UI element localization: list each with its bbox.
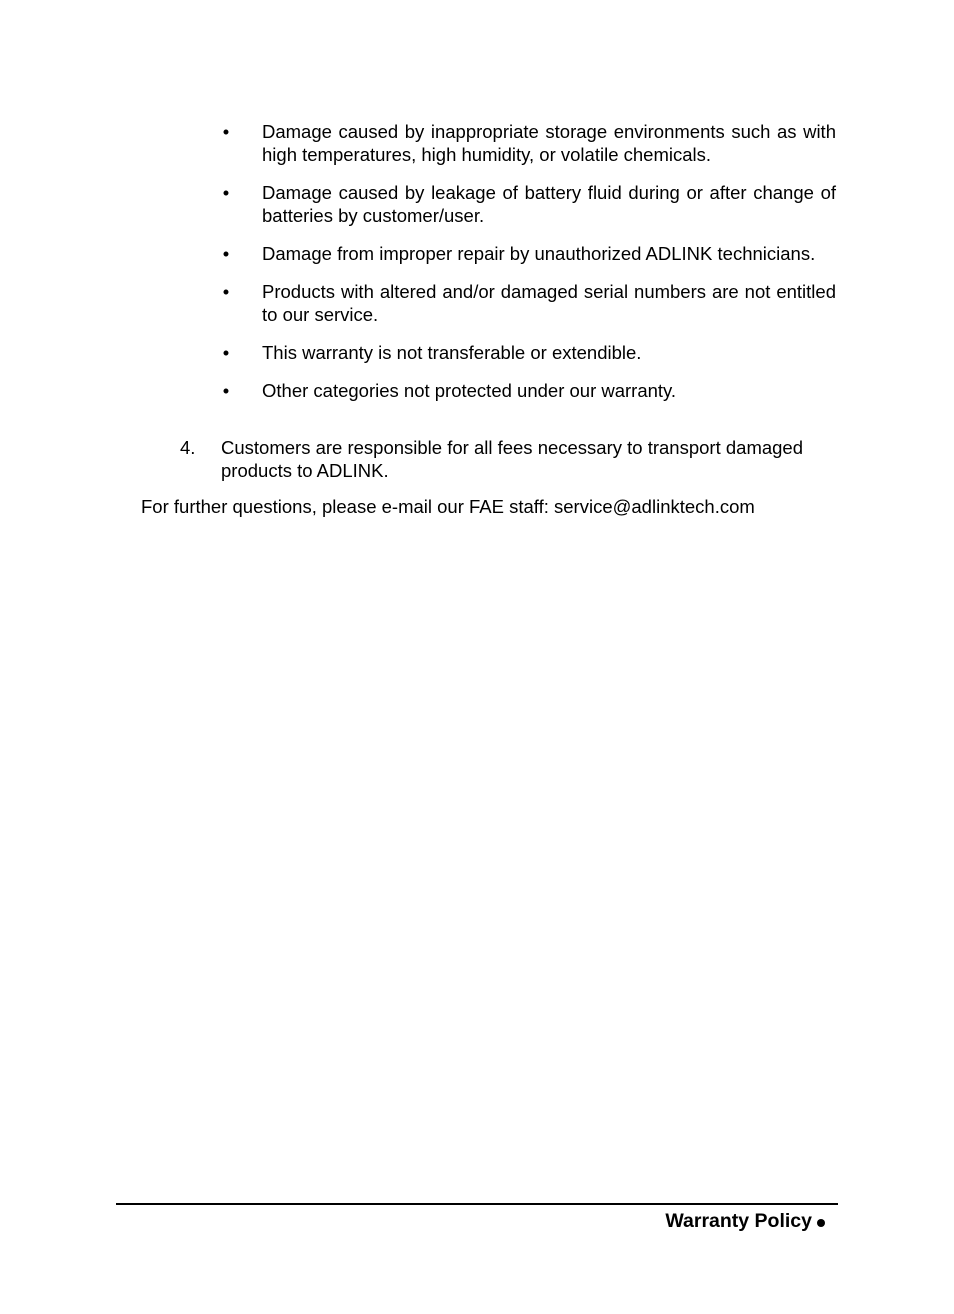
- bullet-item: [218, 341, 836, 364]
- bullet-text: Damage from improper repair by unauthorized ADLINK technicians.: [262, 243, 816, 264]
- bullet-item: [218, 181, 836, 227]
- bullet-item: [218, 280, 836, 326]
- bullet-text: Products with altered and/or damaged serial numbers are not entitled to our service.: [262, 281, 836, 325]
- bullet-icon: •: [222, 243, 230, 264]
- bullet-item: [218, 379, 836, 402]
- bullet-icon: •: [222, 121, 230, 142]
- bullet-text: Other categories not protected under our warranty.: [262, 380, 677, 401]
- exclusion-bullet-list: [218, 120, 836, 402]
- numbered-list-item: [180, 436, 836, 482]
- contact-paragraph: For further questions, please e-mail our FAE staff: service@adlinktech.com: [141, 496, 755, 517]
- footer-divider: [116, 1203, 838, 1205]
- numbered-item-text: Customers are responsible for all fees necessary to transport damaged products to ADLINK.: [221, 437, 804, 481]
- bullet-text: This warranty is not transferable or extendible.: [262, 342, 642, 363]
- bullet-icon: •: [222, 380, 230, 401]
- footer-title: Warranty Policy: [665, 1210, 812, 1232]
- bullet-icon: •: [222, 182, 230, 203]
- bullet-item: [218, 242, 836, 265]
- bullet-icon: •: [222, 281, 230, 302]
- list-number: 4.: [180, 437, 196, 458]
- bullet-icon: •: [222, 342, 230, 363]
- bullet-text: Damage caused by leakage of battery fluid during or after change of batteries by customer/user.: [262, 182, 836, 226]
- bullet-text: Damage caused by inappropriate storage environments such as with high temperatures, high humidity, or volatile chemicals.: [262, 121, 836, 165]
- bullet-item: [218, 120, 836, 166]
- footer-bullet-icon: [817, 1219, 825, 1227]
